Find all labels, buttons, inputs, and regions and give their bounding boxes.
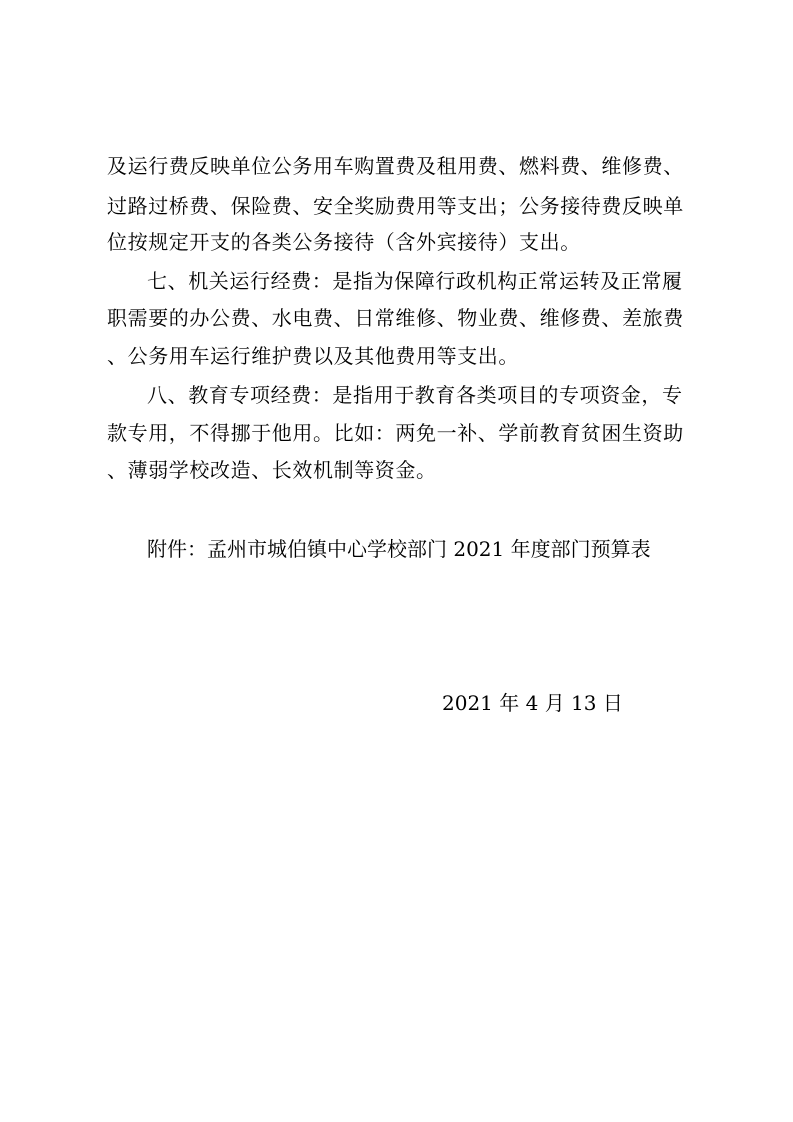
paragraph-7-line-3: 、公务用车运行维护费以及其他费用等支出。: [107, 344, 519, 368]
paragraph-6-line-3: 位按规定开支的各类公务接待（含外宾接待）支出。: [107, 230, 581, 254]
attachment-note: 附件：孟州市城伯镇中心学校部门 2021 年度部门预算表: [147, 537, 651, 561]
paragraph-7-line-2: 职需要的办公费、水电费、日常维修、物业费、维修费、差旅费: [107, 306, 684, 330]
paragraph-6-line-2: 过路过桥费、保险费、安全奖励费用等支出；公务接待费反映单: [107, 194, 684, 218]
document-date: 2021 年 4 月 13 日: [442, 691, 623, 715]
paragraph-8-line-2: 款专用，不得挪于他用。比如：两免一补、学前教育贫困生资助: [107, 421, 684, 445]
paragraph-6-line-1: 及运行费反映单位公务用车购置费及租用费、燃料费、维修费、: [107, 154, 684, 178]
paragraph-7-line-1: 七、机关运行经费：是指为保障行政机构正常运转及正常履: [147, 269, 683, 293]
paragraph-8-line-1: 八、教育专项经费：是指用于教育各类项目的专项资金，专: [147, 383, 683, 407]
paragraph-8-line-3: 、薄弱学校改造、长效机制等资金。: [107, 458, 437, 482]
